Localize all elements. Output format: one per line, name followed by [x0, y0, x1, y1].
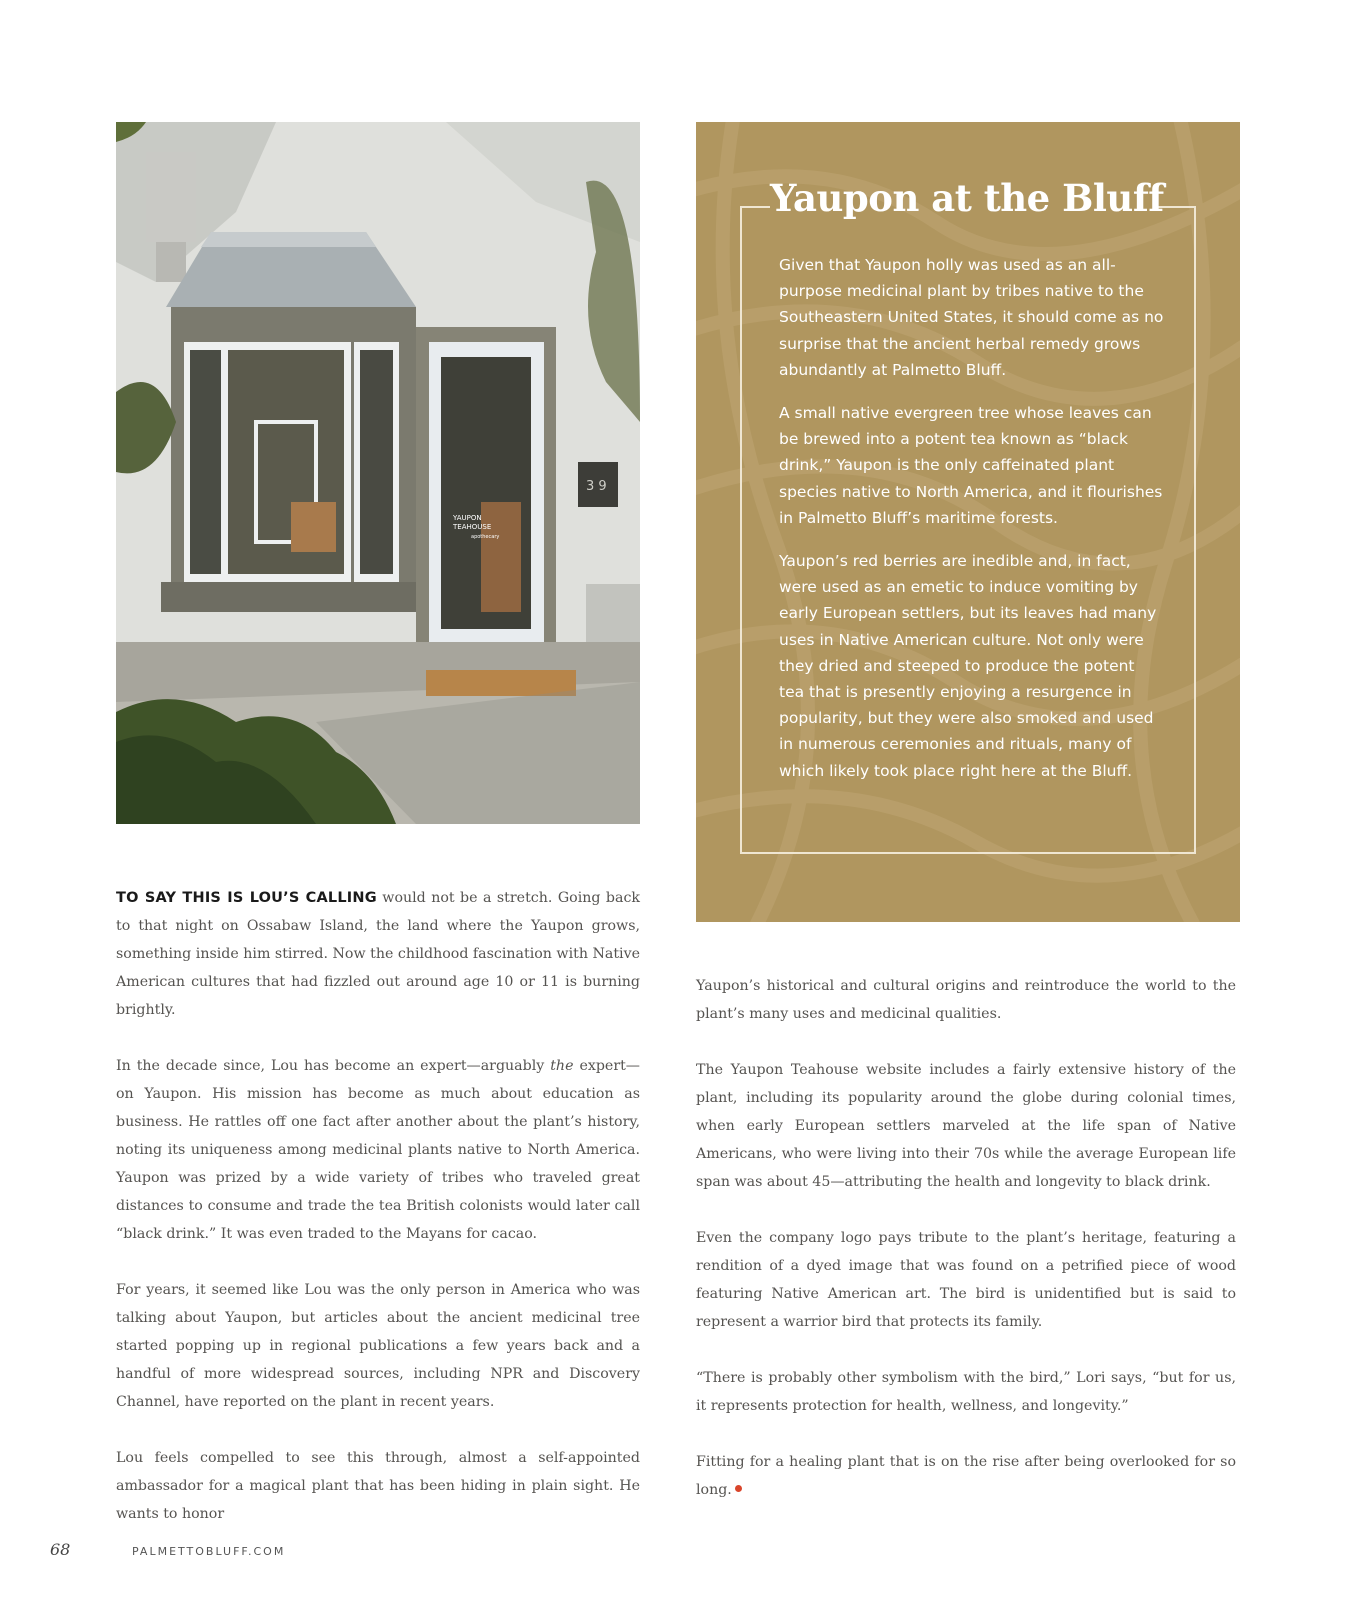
- article-paragraph: [116, 884, 640, 1024]
- site-url: PALMETTOBLUFF.COM: [132, 1545, 286, 1558]
- article-paragraph: [696, 1448, 1236, 1504]
- sidebar-body: [779, 252, 1164, 801]
- sidebar-paragraph-3: Yaupon’s red berries are inedible and, in fact, were used as an emetic to induce vomiting by early European settlers, but its leaves had many uses in Native American culture. Not only were they dried and steeped to produce the potent tea that is presently enjoying a resurgence in popularity, but they were also smoked and used in numerous ceremonies and rituals, many of which likely took place right here at the Bluff.: [779, 552, 1157, 780]
- article-paragraph: The Yaupon Teahouse website includes a fairly extensive history of the plant, including its popularity around the globe during colonial times, when early European settlers marveled at the life span of Native Americans, who were living into their 70s while the average European life span was about 45—attributing the health and longevity to black drink.: [696, 1062, 1236, 1190]
- sidebar-paragraph-2: A small native evergreen tree whose leaves can be brewed into a potent tea known as “black drink,” Yaupon is the only caffeinated plant species native to North America, and it flourishes in Palmetto Bluff’s maritime forests.: [779, 404, 1163, 527]
- article-paragraph: Lou feels compelled to see this through, almost a self-appointed ambassador for a magical plant that has been hiding in plain sight. He wants to honor: [116, 1450, 640, 1522]
- article-paragraph: Yaupon’s historical and cultural origins and reintroduce the world to the plant’s many uses and medicinal qualities.: [696, 978, 1236, 1022]
- window-decal-line-3: apothecary: [471, 534, 500, 540]
- article-column-left: [116, 884, 640, 1556]
- closing-text: Fitting for a healing plant that is on the rise after being overlooked for so long.: [696, 1454, 1236, 1498]
- lead-paragraph-text: would not be a stretch. Going back to that night on Ossabaw Island, the land where the Yaupon grows, something inside him stirred. Now the childhood fascination with Native American cultures that had fizzled out around age 10 or 11 is burning brightly.: [116, 890, 640, 1018]
- sidebar-box: [696, 122, 1240, 922]
- sidebar-title: Yaupon at the Bluff: [770, 176, 1164, 220]
- paragraph-text: In the decade since, Lou has become an expert—arguably: [116, 1058, 551, 1074]
- window-decal-line-2: TEAHOUSE: [453, 523, 492, 531]
- emphasis: the: [550, 1058, 574, 1074]
- storefront-photo: [116, 122, 640, 824]
- article-paragraph: [116, 1052, 640, 1248]
- sidebar-paragraph-1: Given that Yaupon holly was used as an all-purpose medicinal plant by tribes native to the Southeastern United States, it should come as no surprise that the ancient herbal remedy grows abundantly at Palmetto Bluff.: [779, 256, 1164, 379]
- article-column-right: [696, 972, 1236, 1532]
- storefront-illustration: [116, 122, 640, 824]
- window-decal-line-1: YAUPON: [453, 514, 482, 522]
- door-number: 3 9: [586, 479, 607, 494]
- article-paragraph: “There is probably other symbolism with the bird,” Lori says, “but for us, it represents protection for health, wellness, and longevity.”: [696, 1370, 1236, 1414]
- article-paragraph: For years, it seemed like Lou was the only person in America who was talking about Yaupon, but articles about the ancient medicinal tree started popping up in regional publications a few years back and a handful of more widespread sources, including NPR and Discovery Channel, have reported on the plant in recent years.: [116, 1282, 640, 1410]
- paragraph-text: expert—on Yaupon. His mission has become as much about education as business. He rattles off one fact after another about the plant’s history, noting its uniqueness among medicinal plants native to North America. Yaupon was prized by a wide variety of tribes who traveled great distances to consume and trade the tea British colonists would later call “black drink.” It was even traded to the Mayans for cacao.: [116, 1058, 640, 1242]
- lead-in: TO SAY THIS IS LOU’S CALLING: [116, 890, 377, 906]
- article-paragraph: Even the company logo pays tribute to the plant’s heritage, featuring a rendition of a dyed image that was found on a petrified piece of wood featuring Native American art. The bird is unidentified but is said to represent a warrior bird that protects its family.: [696, 1230, 1236, 1330]
- page-number: 68: [50, 1540, 71, 1559]
- end-mark-icon: [735, 1485, 742, 1492]
